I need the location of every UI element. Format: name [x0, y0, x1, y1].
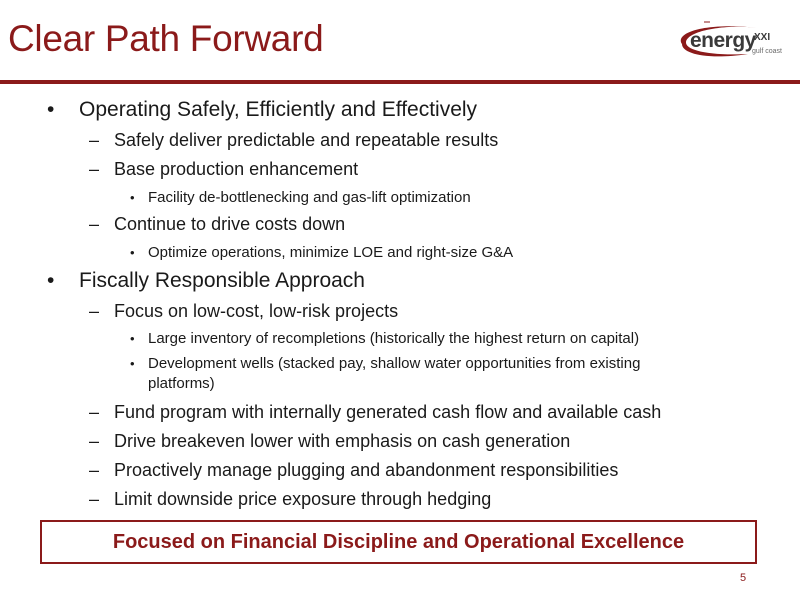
bullet-level3: • Facility de-bottlenecking and gas-lift optimization: [148, 188, 471, 208]
slide-title: Clear Path Forward: [8, 18, 324, 59]
callout-box: [40, 520, 757, 564]
bullet-level2: – Limit downside price exposure through hedging: [114, 489, 491, 510]
bullet-level1: • Operating Safely, Efficiently and Effectively: [79, 98, 477, 122]
bullet-level2: – Safely deliver predictable and repeatable results: [114, 130, 498, 151]
callout-text: Focused on Financial Discipline and Operational Excellence: [112, 530, 685, 553]
bullet-level1: • Fiscally Responsible Approach: [79, 269, 365, 293]
bullet-level3: • Development wells (stacked pay, shallow water opportunities from existing platforms): [148, 354, 708, 394]
logo-wordmark: energy: [690, 29, 756, 52]
logo-superscript: XXI: [754, 32, 771, 43]
logo-tagline: gulf coast: [752, 48, 782, 55]
bullet-level2: – Drive breakeven lower with emphasis on cash generation: [114, 431, 570, 452]
bullet-level2: – Continue to drive costs down: [114, 214, 345, 235]
title-divider: [0, 80, 800, 84]
bullet-level3: • Optimize operations, minimize LOE and right-size G&A: [148, 243, 513, 263]
energy-xxi-logo: [668, 14, 792, 68]
page-number: 5: [740, 572, 747, 584]
bullet-level2: – Focus on low-cost, low-risk projects: [114, 301, 398, 322]
bullet-level2: – Proactively manage plugging and abandonment responsibilities: [114, 460, 618, 481]
bullet-level2: – Fund program with internally generated cash flow and available cash: [114, 402, 661, 423]
bullet-level3: • Large inventory of recompletions (historically the highest return on capital): [148, 329, 639, 349]
bullet-level2: – Base production enhancement: [114, 159, 358, 180]
